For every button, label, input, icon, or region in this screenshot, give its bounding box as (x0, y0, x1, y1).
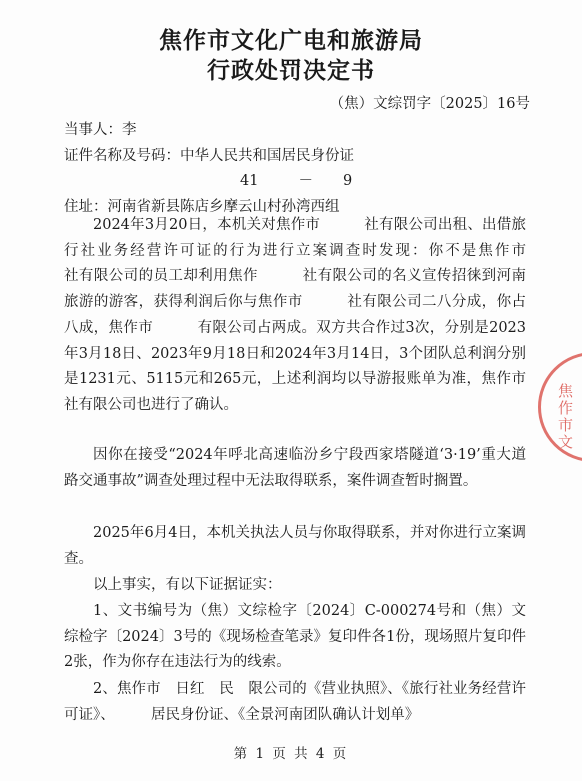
id-number-start: 41 (240, 173, 259, 189)
party-label: 当事人： (64, 122, 122, 138)
paragraph-evidence-1: 1、文书编号为（焦）文综检字〔2024〕C-000274号和（焦）文综检字〔2024〕3号的《现场检查笔录》复印件各1份，现场照片复印件2张，作为你存在违法行为的线索。 (64, 603, 526, 671)
id-type: 中华人民共和国居民身份证 (180, 148, 354, 164)
paragraph-evidence-2: 2、焦作市 日红 民 限公司的《营业执照》、《旅行社业务经营许可证》、 居民身份证、《全景河南团队确认计划单》 (64, 681, 526, 723)
page-footer: 第 1 页 共 4 页 (233, 746, 349, 762)
seal-text: 焦作市文 (556, 383, 574, 451)
official-seal-stamp (538, 352, 582, 462)
id-number-mid: － (298, 173, 313, 189)
document-number: （焦）文综罚字〔2025〕16号 (329, 96, 530, 112)
paragraph-suspension: 因你在接受“2024年呼北高速临汾乡宁段西家塔隧道‘3·19’重大道路交通事故”调查处理过程中无法取得联系，案件调查暂时搁置。 (64, 447, 526, 489)
agency-title: 焦作市文化广电和旅游局 (159, 27, 423, 54)
paragraph-filing: 2025年6月4日，本机关执法人员与你取得联系，并对你进行立案调查。 (64, 525, 526, 567)
id-label: 证件名称及号码： (64, 148, 180, 164)
paragraph-facts: 2024年3月20日，本机关对焦作市 社有限公司出租、出借旅行社业务经营许可证的行为进行立案调查时发现：你不是焦作市 社有限公司的员工却利用焦作 社有限公司的名义宣传招徕到河南旅游的游客，获得利润后你与焦作市 社有限公司二八分成，你占八成，焦作市 有限公司占两成。双方共合作过3次，分别是2023年3月18日、2023年9月18日和2024年3月14日，3个团队总利润分别是1231元、5115元和265元，上述利润均以导游报账单为准，焦作市 社有限公司也进行了确认。 (64, 217, 570, 413)
party-line (64, 118, 137, 139)
address-label: 住址： (64, 199, 108, 215)
document-title: 行政处罚决定书 (207, 57, 375, 84)
address-value: 河南省新县陈店乡摩云山村孙湾西组 (107, 199, 340, 215)
party-name: 李 (122, 122, 137, 138)
paragraph-evidence-intro: 以上事实，有以下证据证实： (93, 577, 282, 593)
id-number-line (240, 169, 352, 190)
id-number-end: 9 (342, 173, 353, 189)
id-document-line (64, 144, 354, 165)
